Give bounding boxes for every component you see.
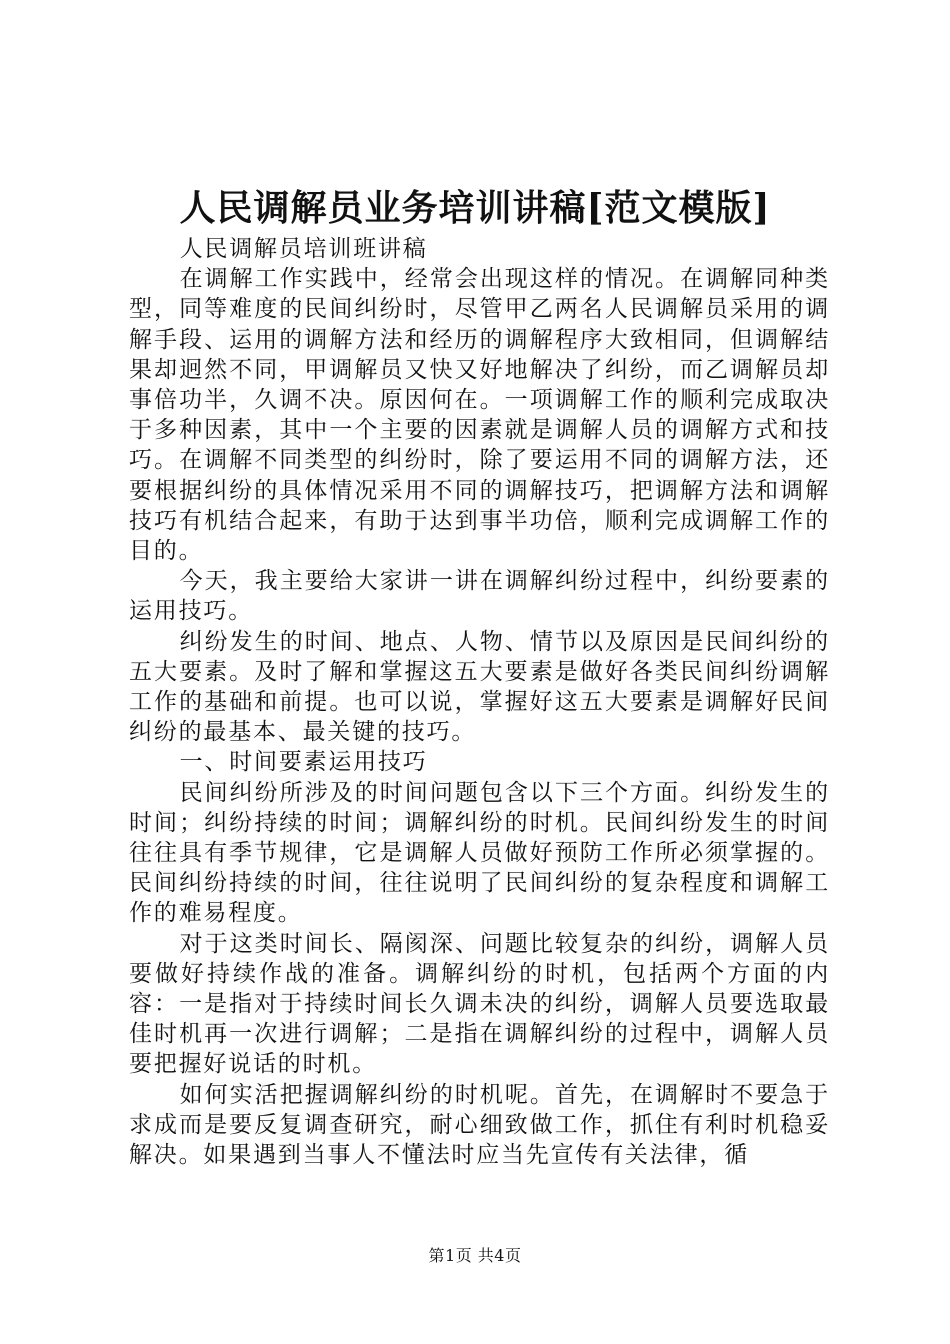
paragraph: 民间纠纷所涉及的时间问题包含以下三个方面。纠纷发生的时间；纠纷持续的时间；调解纠纷的时机。民间纠纷发生的时间往往具有季节规律，它是调解人员做好预防工作所必须掌握的。民间纠纷持续的时间，往往说明了民间纠纷的复杂程度和调解工作的难易程度。: [129, 779, 830, 927]
paragraph: 纠纷发生的时间、地点、人物、情节以及原因是民间纠纷的五大要素。及时了解和掌握这五大要素是做好各类民间纠纷调解工作的基础和前提。也可以说，掌握好这五大要素是调解好民间纠纷的最基本、最关键的技巧。: [129, 628, 830, 746]
section-heading: 一、时间要素运用技巧: [179, 749, 428, 776]
paragraph: 对于这类时间长、隔阂深、问题比较复杂的纠纷，调解人员要做好持续作战的准备。调解纠纷的时机，包括两个方面的内容：一是指对于持续时间长久调未决的纠纷，调解人员要选取最佳时机再一次进行调解；二是指在调解纠纷的过程中，调解人员要把握好说话的时机。: [129, 930, 830, 1078]
document-body: [129, 234, 830, 1170]
document-title: 人民调解员业务培训讲稿[范文模版]: [179, 187, 771, 229]
document-subtitle: 人民调解员培训班讲稿: [179, 236, 428, 262]
page-number-footer: 第1页 共4页: [428, 1246, 522, 1265]
paragraph: 今天，我主要给大家讲一讲在调解纠纷过程中，纠纷要素的运用技巧。: [129, 568, 830, 625]
paragraph: 如何实活把握调解纠纷的时机呢。首先，在调解时不要急于求成而是要反复调查研究，耐心细致做工作，抓住有利时机稳妥解决。如果遇到当事人不懂法时应当先宣传有关法律，循: [129, 1081, 830, 1169]
paragraph: 在调解工作实践中，经常会出现这样的情况。在调解同种类型，同等难度的民间纠纷时，尽管甲乙两名人民调解员采用的调解手段、运用的调解方法和经历的调解程序大致相同，但调解结果却迥然不同，甲调解员又快又好地解决了纠纷，而乙调解员却事倍功半，久调不决。原因何在。一项调解工作的顺利完成取决于多种因素，其中一个主要的因素就是调解人员的调解方式和技巧。在调解不同类型的纠纷时，除了要运用不同的调解方法，还要根据纠纷的具体情况采用不同的调解技巧，把调解方法和调解技巧有机结合起来，有助于达到事半功倍，顺利完成调解工作的目的。: [129, 266, 830, 565]
